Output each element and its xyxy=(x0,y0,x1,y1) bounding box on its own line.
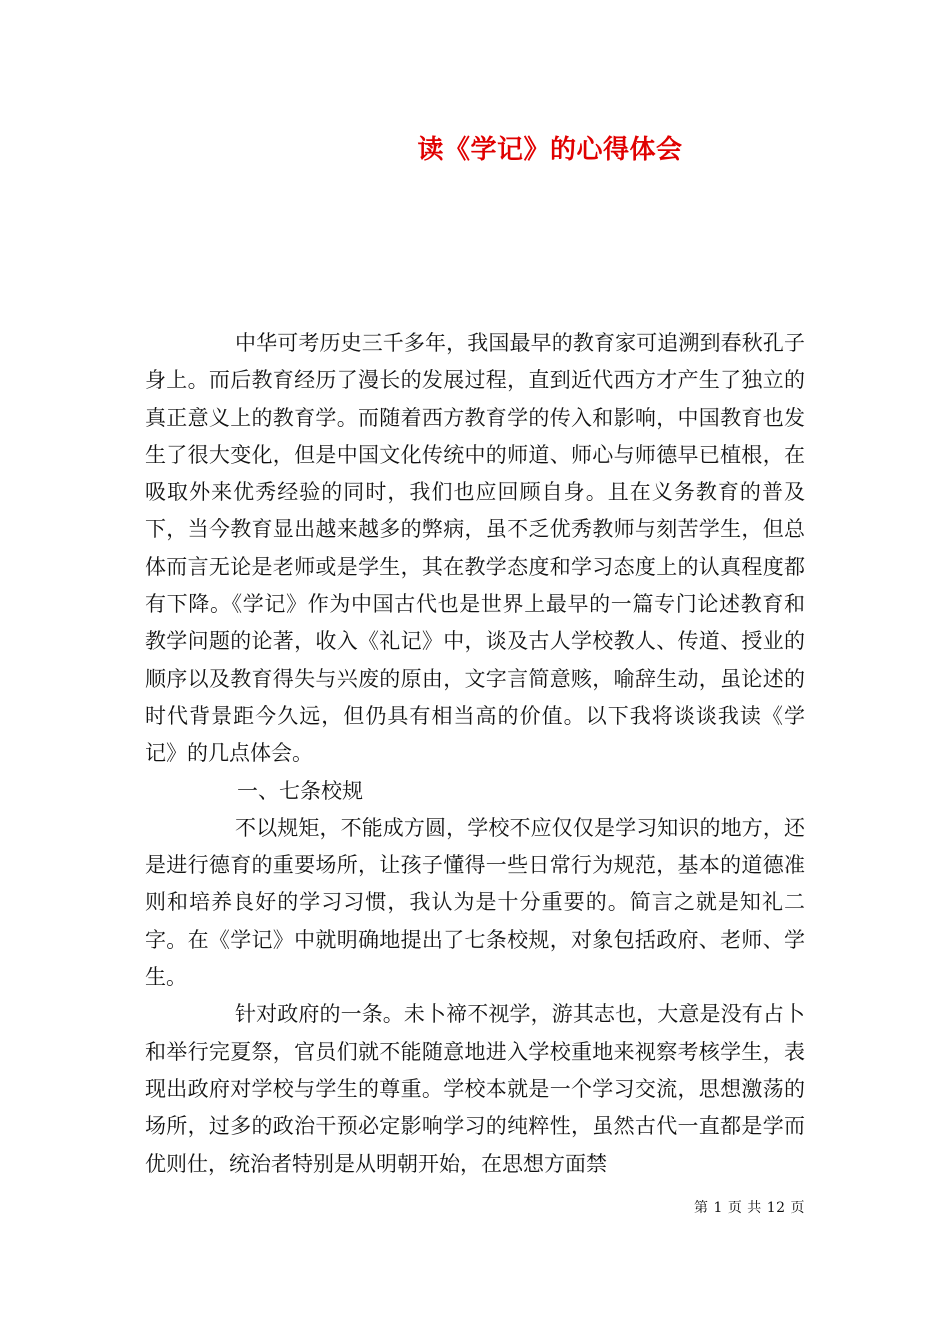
paragraph-intro: 中华可考历史三千多年，我国最早的教育家可追溯到春秋孔子身上。而后教育经历了漫长的发展过程，直到近代西方才产生了独立的真正意义上的教育学。而随着西方教育学的传入和影响，中国教育也发生了很大变化，但是中国文化传统中的师道、师心与师德早已植根，在吸取外来优秀经验的同时，我们也应回顾自身。且在义务教育的普及下，当今教育显出越来越多的弊病，虽不乏优秀教师与刻苦学生，但总体而言无论是老师或是学生，其在教学态度和学习态度上的认真程度都有下降。《学记》作为中国古代也是世界上最早的一篇专门论述教育和教学问题的论著，收入《礼记》中，谈及古人学校教人、传道、授业的顺序以及教育得失与兴废的原由，文字言简意赅，喻辞生动，虽论述的时代背景距今久远，但仍具有相当高的价值。以下我将谈谈我读《学记》的几点体会。 xyxy=(145,331,805,766)
document-body xyxy=(145,325,805,1183)
page-number-footer: 第 1 页 共 12 页 xyxy=(694,1200,805,1216)
section-heading: 一、七条校规 xyxy=(237,778,363,803)
paragraph-rules: 不以规矩，不能成方圆，学校不应仅仅是学习知识的地方，还是进行德育的重要场所，让孩子懂得一些日常行为规范，基本的道德准则和培养良好的学习习惯，我认为是十分重要的。简言之就是知礼二字。在《学记》中就明确地提出了七条校规，对象包括政府、老师、学生。 xyxy=(145,815,805,990)
document-title: 读《学记》的心得体会 xyxy=(417,135,683,165)
paragraph-government: 针对政府的一条。未卜禘不视学，游其志也，大意是没有占卜和举行完夏祭，官员们就不能随意地进入学校重地来视察考核学生，表现出政府对学校与学生的尊重。学校本就是一个学习交流，思想激荡的场所，过多的政治干预必定影响学习的纯粹性，虽然古代一直都是学而优则仕，统治者特别是从明朝开始，在思想方面禁 xyxy=(145,1002,805,1176)
